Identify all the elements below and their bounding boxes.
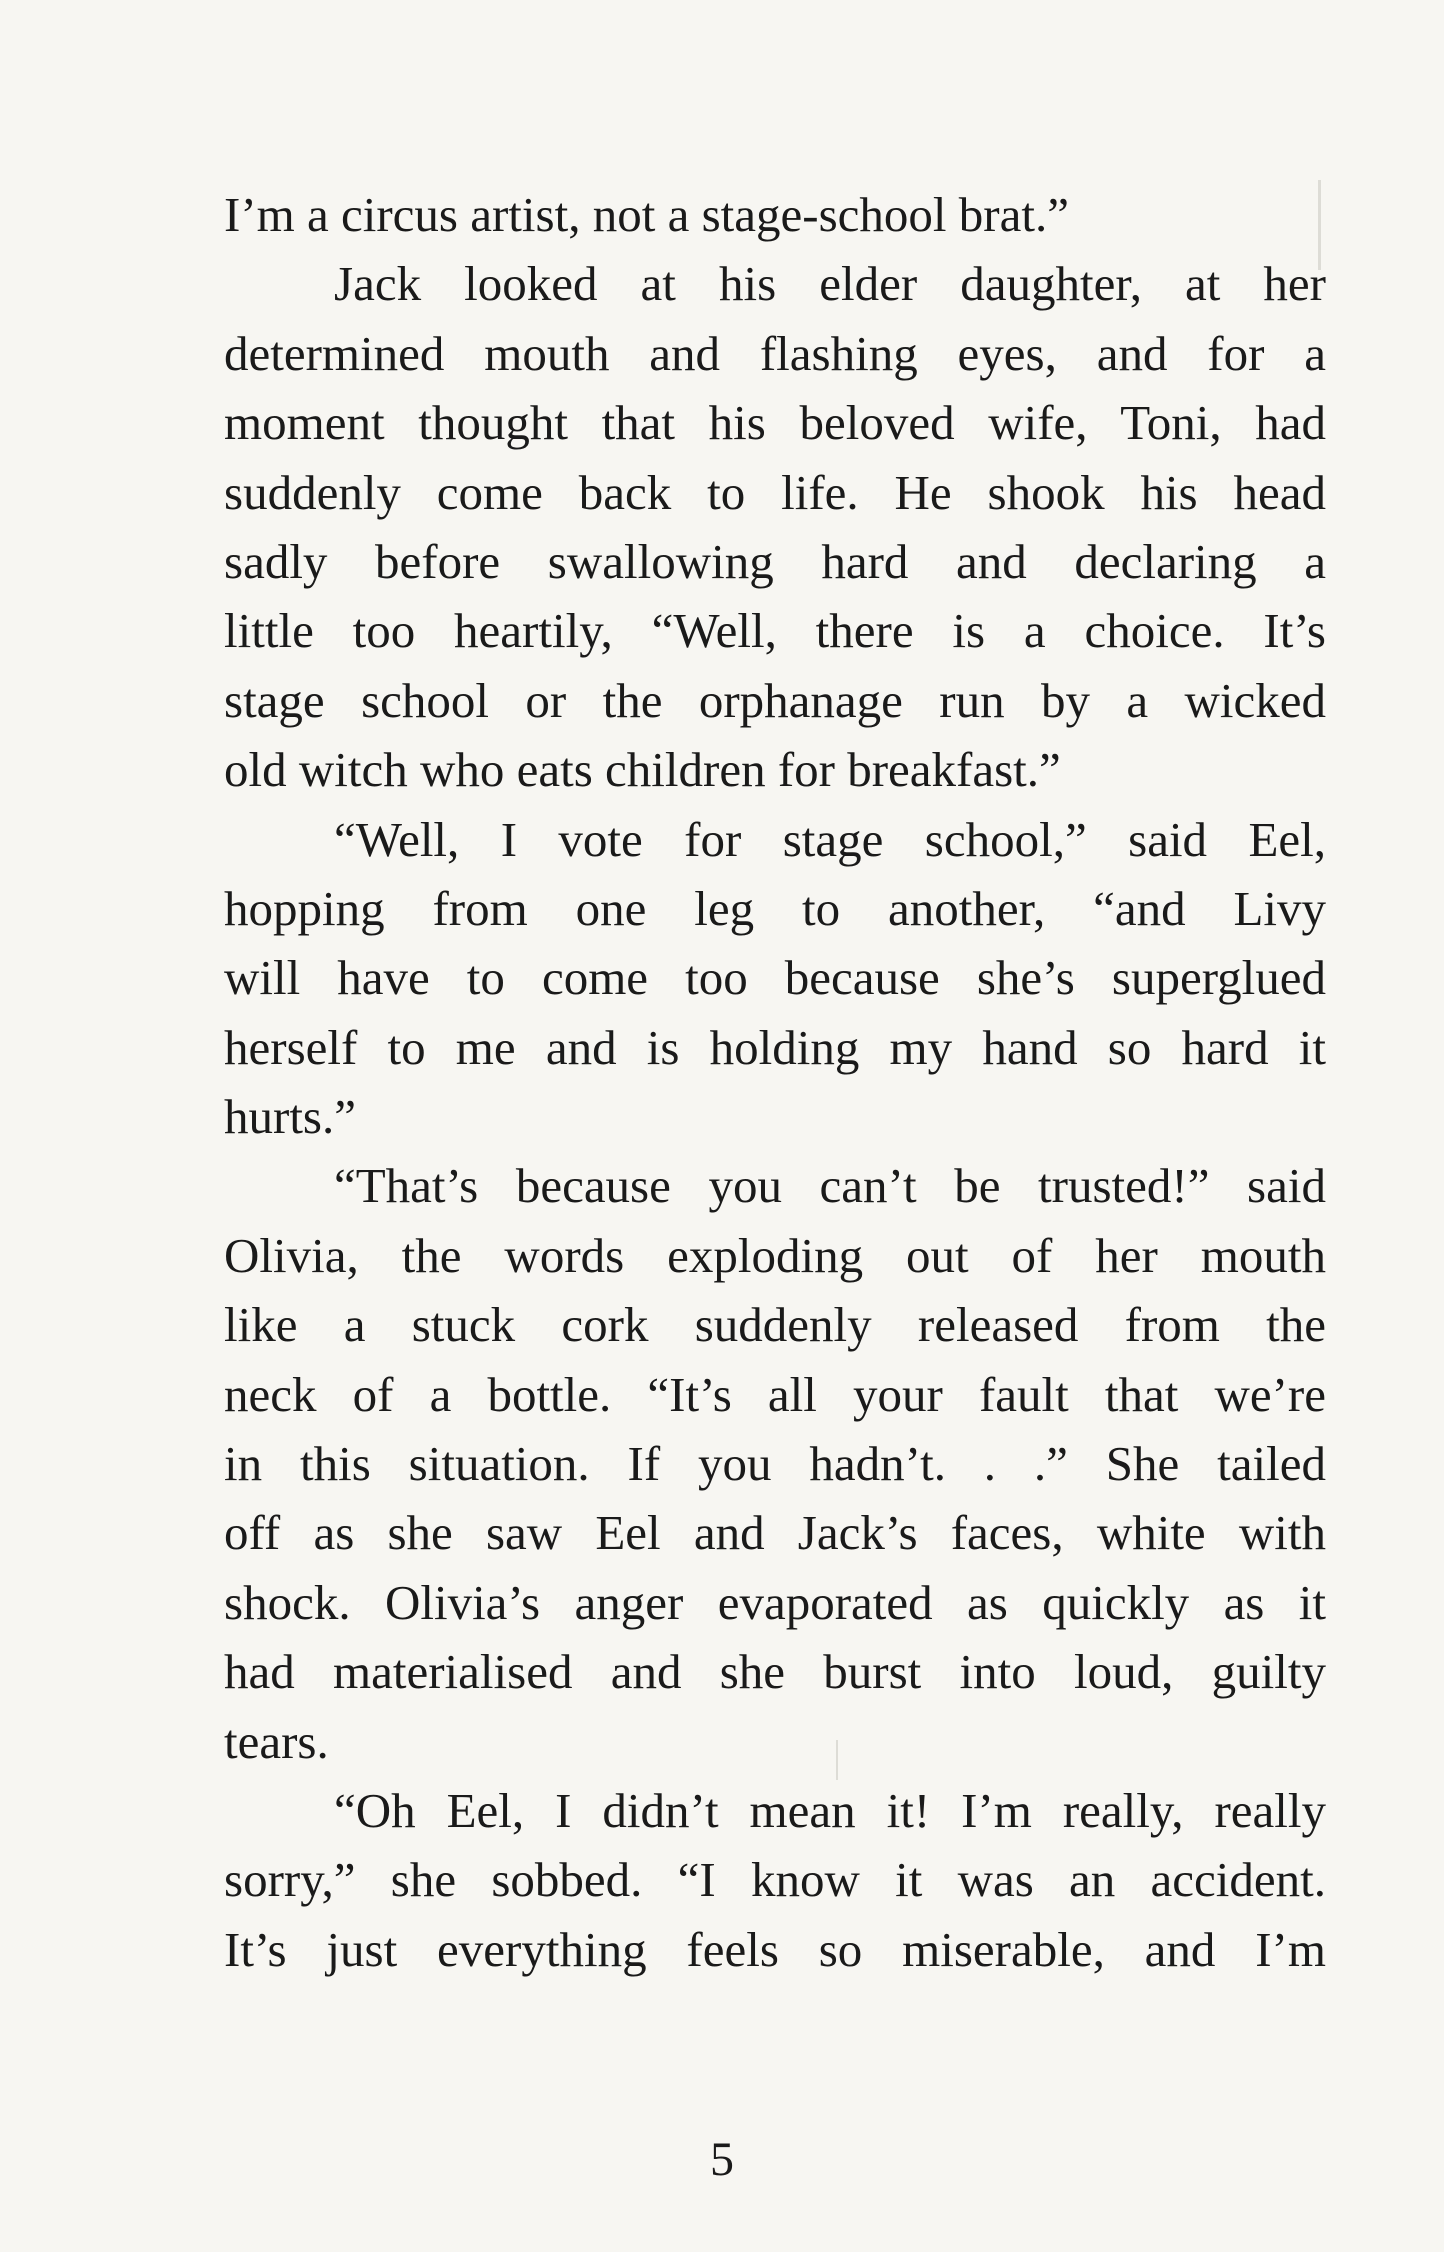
text-line: will have to come too because she’s superglued <box>224 950 1326 1006</box>
text-line: It’s just everything feels so miserable, and I’m <box>224 1921 1326 1977</box>
text-line: shock. Olivia’s anger evaporated as quickly as it <box>224 1574 1326 1630</box>
text-line: off as she saw Eel and Jack’s faces, white with <box>224 1505 1326 1561</box>
body-text <box>224 180 1326 1984</box>
text-line: in this situation. If you hadn’t. . .” She tailed <box>224 1436 1326 1492</box>
text-line: herself to me and is holding my hand so hard it <box>224 1019 1326 1075</box>
text-line: stage school or the orphanage run by a wicked <box>224 672 1326 728</box>
text-line: had materialised and she burst into loud, guilty <box>224 1644 1326 1700</box>
text-line: sorry,” she sobbed. “I know it was an accident. <box>224 1852 1326 1908</box>
text-line: old witch who eats children for breakfast.” <box>224 742 1061 798</box>
text-line: tears. <box>224 1713 329 1769</box>
text-line: little too heartily, “Well, there is a choice. It’s <box>224 603 1326 659</box>
text-line: hurts.” <box>224 1089 356 1145</box>
text-line: suddenly come back to life. He shook his head <box>224 464 1326 520</box>
text-line: like a stuck cork suddenly released from the <box>224 1297 1326 1353</box>
text-line: I’m a circus artist, not a stage-school brat.” <box>224 187 1069 242</box>
text-line: neck of a bottle. “It’s all your fault that we’re <box>224 1366 1326 1422</box>
text-line: Olivia, the words exploding out of her mouth <box>224 1227 1326 1283</box>
text-line: moment thought that his beloved wife, Toni, had <box>224 395 1326 451</box>
text-line: “That’s because you can’t be trusted!” said <box>334 1158 1326 1214</box>
page-number: 5 <box>710 2133 734 2186</box>
text-line: determined mouth and flashing eyes, and for a <box>224 325 1326 381</box>
text-line: sadly before swallowing hard and declaring a <box>224 533 1326 589</box>
text-line: Jack looked at his elder daughter, at her <box>334 256 1326 312</box>
text-line: “Oh Eel, I didn’t mean it! I’m really, really <box>334 1782 1326 1838</box>
text-line: hopping from one leg to another, “and Livy <box>224 880 1326 936</box>
text-line: “Well, I vote for stage school,” said Eel, <box>334 811 1326 867</box>
